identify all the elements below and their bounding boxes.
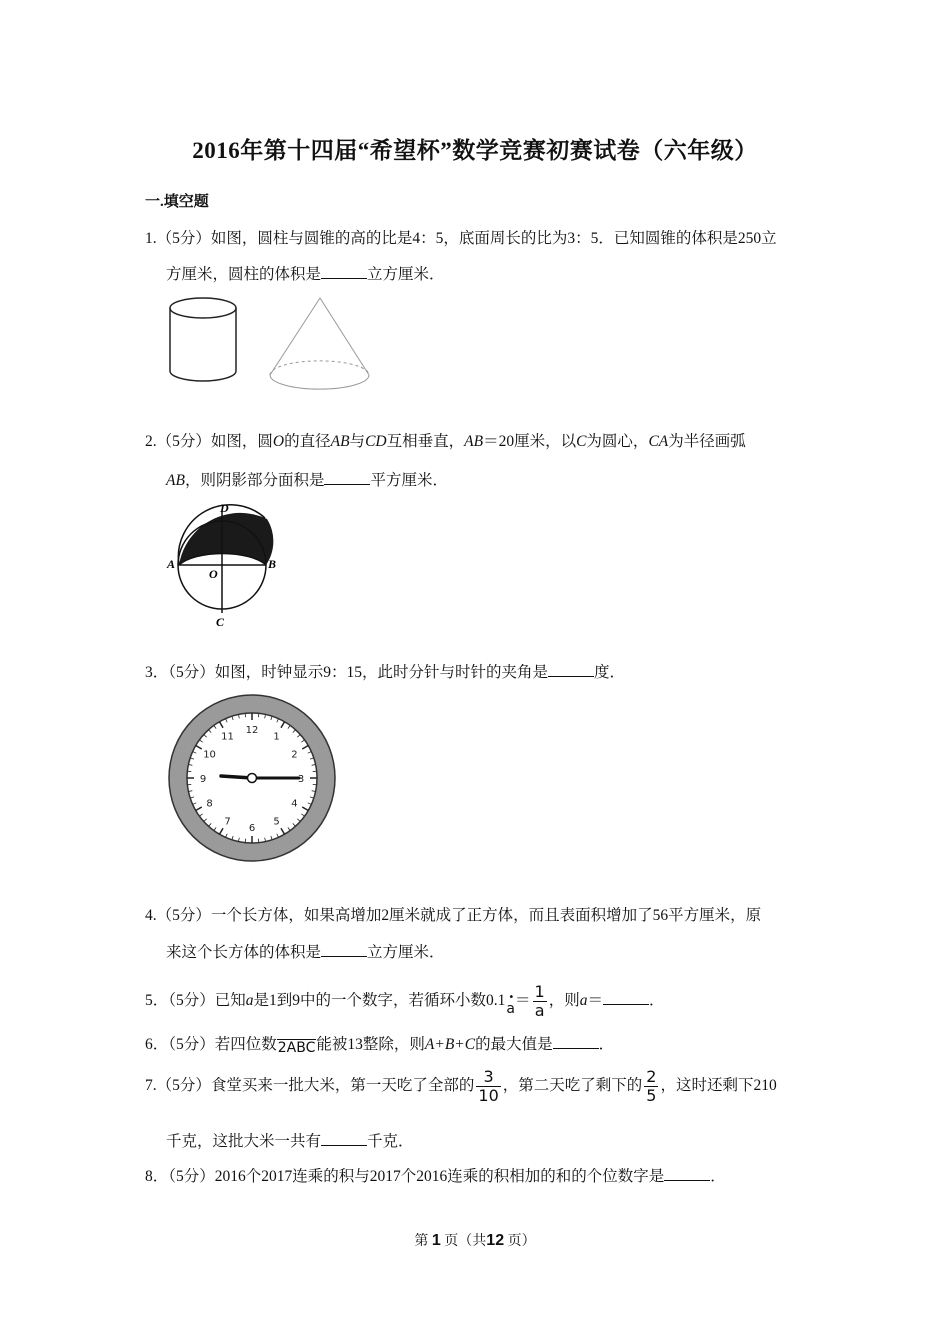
q3-line bbox=[145, 660, 625, 682]
clock-number: 8 bbox=[206, 798, 213, 810]
q2-answer-blank[interactable] bbox=[324, 470, 370, 485]
q2-text: 平方厘米． bbox=[370, 472, 448, 489]
footer-text: 页（共 bbox=[444, 1234, 487, 1249]
page-title: 2016年第十四届“希望杯”数学竞赛初赛试卷（六年级） bbox=[192, 138, 758, 163]
label-a: A bbox=[167, 557, 176, 571]
fraction-denominator: 5 bbox=[646, 1086, 657, 1105]
q7-text: 7.（5分）食堂买来一批大米，第一天吃了全部的 bbox=[145, 1077, 475, 1095]
q8-text: 8．（5分）2016个2017连乘的积与2017个2016连乘的积相加的和的个位数字是 bbox=[145, 1168, 665, 1185]
q2-var-ab: AB bbox=[330, 433, 350, 450]
fraction-numerator: 2 bbox=[646, 1067, 657, 1086]
clock-number: 1 bbox=[273, 731, 280, 743]
q2-var-cd: CD bbox=[365, 433, 387, 450]
q1-text-b: 立方厘米． bbox=[367, 266, 445, 283]
circle-diagram bbox=[165, 498, 285, 628]
repeating-digit-a: a bbox=[506, 1001, 515, 1018]
section-heading: 一.填空题 bbox=[145, 194, 209, 210]
q2-text: 为半径画弧 bbox=[668, 433, 746, 450]
fraction-numerator: 1 bbox=[534, 982, 545, 1001]
q4-answer-blank[interactable] bbox=[321, 942, 367, 957]
clock-number: 10 bbox=[203, 749, 216, 761]
q7-line1 bbox=[145, 1068, 777, 1105]
q6-expression: A+B+C bbox=[424, 1036, 476, 1053]
q7-text: ，这时还剩下210 bbox=[660, 1077, 777, 1095]
q7-line2 bbox=[166, 1129, 414, 1151]
q5-text: 是1到9中的一个数字，若循环小数0.1 bbox=[253, 992, 506, 1010]
q5-var-a: a bbox=[579, 992, 588, 1010]
q6-text: 6．（5分）若四位数 bbox=[145, 1036, 277, 1053]
clock-number: 7 bbox=[224, 816, 231, 828]
clock-figure bbox=[166, 692, 338, 864]
four-digit-number: 2ABC bbox=[277, 1040, 316, 1056]
label-b: B bbox=[268, 557, 277, 571]
fraction-numerator: 3 bbox=[476, 1068, 500, 1087]
clock-number: 5 bbox=[273, 816, 280, 828]
total-pages: 12 bbox=[486, 1232, 505, 1249]
q1-text-a: 方厘米，圆柱的体积是 bbox=[166, 266, 322, 283]
label-d: D bbox=[220, 501, 229, 515]
cylinder-shape bbox=[170, 298, 236, 381]
q2-var-c: C bbox=[576, 433, 587, 450]
q2-var-ab: AB bbox=[166, 472, 185, 489]
q6-line bbox=[145, 1032, 614, 1056]
q2-text: 的直径 bbox=[284, 433, 331, 450]
q5-answer-blank[interactable] bbox=[603, 990, 649, 1005]
repeating-digit: • a bbox=[506, 992, 515, 1018]
cone-shape bbox=[270, 298, 369, 389]
fraction-3-10 bbox=[476, 1068, 500, 1105]
q2-line2 bbox=[166, 468, 448, 490]
page-footer bbox=[0, 1230, 950, 1250]
q4-text: 立方厘米． bbox=[367, 944, 445, 961]
q4-text: 来这个长方体的体积是 bbox=[166, 944, 322, 961]
label-o: O bbox=[209, 567, 218, 581]
q5-text: ＝ bbox=[515, 992, 531, 1010]
q1-line2 bbox=[166, 262, 445, 284]
fraction-1-over-a bbox=[533, 983, 547, 1020]
footer-text: 页） bbox=[507, 1234, 536, 1249]
q5-text: ，则 bbox=[548, 992, 580, 1010]
q6-text: ． bbox=[598, 1036, 615, 1053]
q5-line bbox=[145, 983, 665, 1020]
cylinder-cone-figure bbox=[165, 293, 375, 393]
q3-text: 3．（5分）如图，时钟显示9：15，此时分针与时针的夹角是 bbox=[145, 664, 549, 681]
q2-text: 与 bbox=[349, 433, 366, 450]
q3-answer-blank[interactable] bbox=[548, 662, 594, 677]
label-c: C bbox=[216, 615, 225, 628]
q8-text: ． bbox=[710, 1168, 726, 1185]
q2-text: ＝20厘米，以 bbox=[483, 433, 577, 450]
q5-text: 5．（5分）已知 bbox=[145, 992, 246, 1010]
q2-var-ab: AB bbox=[464, 433, 484, 450]
clock-number: 12 bbox=[245, 725, 259, 736]
q5-text: ． bbox=[648, 992, 665, 1010]
q8-line bbox=[145, 1164, 726, 1186]
fraction-denominator: a bbox=[534, 1001, 545, 1020]
clock-number: 4 bbox=[291, 798, 298, 810]
q6-text: 能被13整除，则 bbox=[316, 1036, 425, 1053]
q4-line1: 4.（5分）一个长方体，如果高增加2厘米就成了正方体，而且表面积增加了56平方厘米，原 bbox=[145, 907, 762, 924]
q1-answer-blank[interactable] bbox=[321, 264, 367, 279]
fraction-denominator: 10 bbox=[478, 1086, 499, 1105]
q2-text: 为圆心， bbox=[586, 433, 649, 450]
q7-text: ，第二天吃了剩下的 bbox=[502, 1077, 643, 1095]
q3-text: 度． bbox=[594, 664, 626, 681]
footer-text: 第 bbox=[414, 1234, 429, 1249]
q2-text: ，则阴影部分面积是 bbox=[184, 472, 325, 489]
q5-text: ＝ bbox=[587, 992, 603, 1010]
q6-text: 的最大值是 bbox=[475, 1036, 553, 1053]
q6-answer-blank[interactable] bbox=[553, 1034, 599, 1049]
q7-text: 千克，这批大米一共有 bbox=[166, 1133, 322, 1150]
q8-answer-blank[interactable] bbox=[664, 1166, 710, 1181]
q7-text: 千克． bbox=[367, 1133, 414, 1150]
fraction-2-5 bbox=[644, 1068, 658, 1105]
q2-text: 2.（5分）如图，圆 bbox=[145, 433, 273, 450]
q2-text: 互相垂直， bbox=[386, 433, 465, 450]
clock-number: 6 bbox=[248, 823, 256, 834]
clock-number: 2 bbox=[291, 749, 298, 761]
q4-line2 bbox=[166, 940, 445, 962]
q2-var-o: O bbox=[272, 433, 285, 450]
q2-var-ca: CA bbox=[648, 433, 669, 450]
q2-line1 bbox=[145, 429, 746, 451]
current-page: 1 bbox=[431, 1232, 441, 1249]
clock-number: 11 bbox=[221, 731, 234, 743]
clock-number: 3 bbox=[297, 774, 305, 785]
q5-var-a: a bbox=[245, 992, 254, 1010]
q1-line1: 1.（5分）如图，圆柱与圆锥的高的比是4：5，底面周长的比为3：5．已知圆锥的体积是250立 bbox=[145, 230, 777, 247]
clock-number: 9 bbox=[199, 774, 207, 785]
q7-answer-blank[interactable] bbox=[321, 1131, 367, 1146]
